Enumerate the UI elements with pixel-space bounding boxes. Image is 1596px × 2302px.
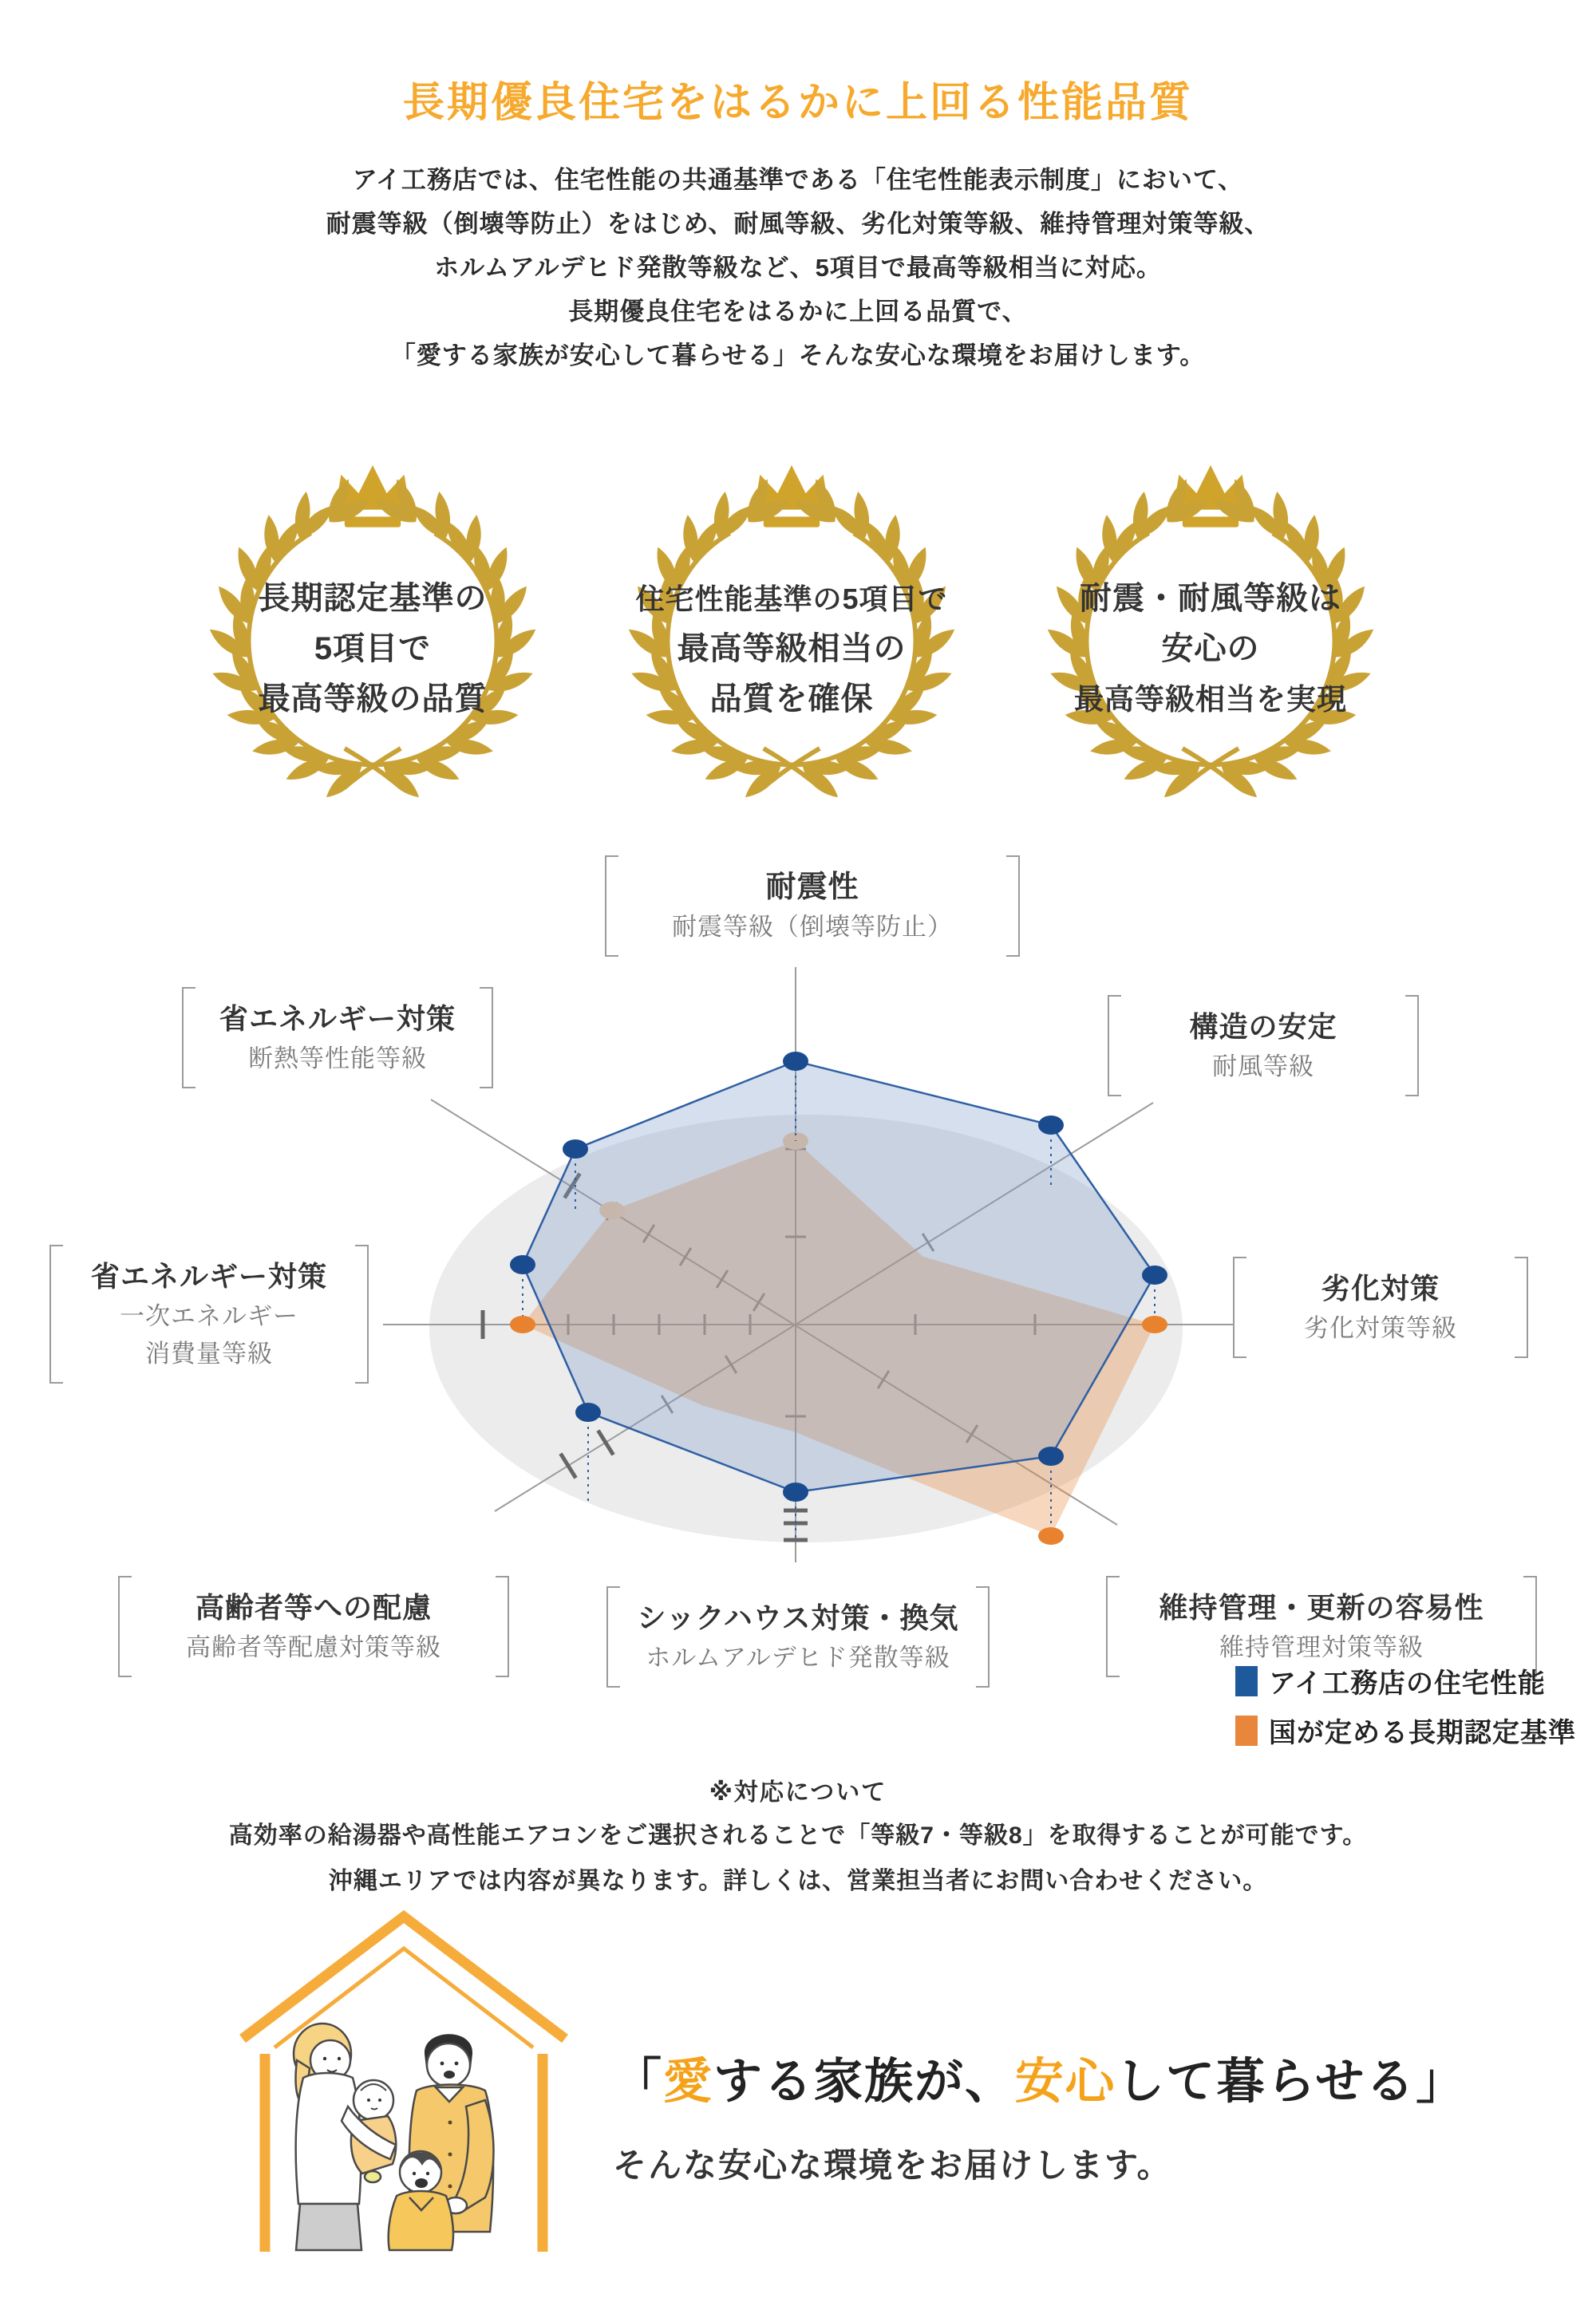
tagline-text: 「	[613, 2054, 664, 2108]
axis-label-kozo	[1108, 995, 1419, 1096]
radar-dot-company	[1038, 1115, 1064, 1135]
axis-label-ene1	[49, 1245, 369, 1384]
badge-text	[616, 574, 967, 725]
legend	[1235, 1661, 1576, 1760]
radar-dot-company	[510, 1255, 535, 1274]
legend-label: アイ工務店の住宅性能	[1269, 1668, 1546, 1699]
legend-item-company	[1235, 1661, 1576, 1700]
radar-dot-company	[1142, 1266, 1167, 1285]
radar-dot-company	[1038, 1447, 1064, 1466]
tagline-subline: そんな安心な環境をお届けします。	[613, 2146, 1172, 2184]
axis-label-subtitle: 高齢者等配慮対策等級	[186, 1633, 441, 1661]
axis-label-subtitle: 一次エネルギー	[120, 1302, 298, 1330]
badge-line: 最高等級相当の	[677, 631, 907, 666]
axis-label-korei	[118, 1576, 509, 1677]
axis-label-subtitle: 断熱等性能等級	[248, 1044, 427, 1072]
tagline-headline	[613, 2043, 1466, 2112]
intro-line: ホルムアルデヒド発散等級など、5項目で最高等級相当に対応。	[434, 254, 1162, 282]
badge-long-term-standard	[197, 465, 548, 840]
radar-dot-company	[783, 1052, 808, 1071]
axis-label-title: 耐震性	[765, 871, 859, 904]
axis-label-rekka	[1233, 1257, 1528, 1358]
intro-line: 耐震等級（倒壊等防止）をはじめ、耐風等級、劣化対策等級、維持管理対策等級、	[326, 210, 1270, 238]
tagline-text: する家族が、	[713, 2054, 1016, 2108]
badge-line: 5項目で	[314, 631, 432, 666]
radar-dot-company	[563, 1139, 588, 1159]
axis-label-title: シックハウス対策・換気	[637, 1601, 959, 1634]
legend-label: 国が定める長期認定基準	[1269, 1718, 1576, 1748]
axis-label-taishin	[605, 855, 1020, 957]
axis-label-subtitle: 維持管理対策等級	[1219, 1633, 1424, 1661]
axis-label-title: 構造の安定	[1189, 1010, 1337, 1043]
legend-swatch-orange-icon	[1235, 1716, 1258, 1746]
legend-item-national	[1235, 1711, 1576, 1750]
legend-swatch-navy-icon	[1235, 1666, 1258, 1696]
radar-dot-company	[783, 1483, 808, 1502]
badge-line: 住宅性能基準の5項目で	[635, 582, 948, 615]
badge-line: 最高等級の品質	[258, 681, 488, 717]
axis-label-title: 省エネルギー対策	[219, 1002, 456, 1035]
notes-heading: ※対応について	[709, 1779, 887, 1806]
badge-line: 安心の	[1161, 631, 1260, 666]
family-illustration	[294, 2024, 494, 2250]
radar-dot-national	[1038, 1527, 1064, 1545]
axis-label-subtitle: 消費量等級	[145, 1340, 273, 1368]
radar-dot-national	[510, 1316, 535, 1333]
footer-tagline	[613, 2043, 1466, 2187]
axis-label-subtitle: ホルムアルデヒド発散等級	[646, 1644, 950, 1672]
intro-line: 「愛する家族が安心して暮らせる」そんな安心な環境をお届けします。	[390, 342, 1206, 369]
tagline-accent: 安心	[1015, 2054, 1116, 2108]
notes-line: 高効率の給湯器や高性能エアコンをご選択されることで「等級7・等級8」を取得することが可能です。	[228, 1822, 1368, 1849]
house-icon	[233, 1909, 576, 2268]
notes-line: 沖縄エリアでは内容が異なります。詳しくは、営業担当者にお問い合わせください。	[328, 1868, 1268, 1894]
badge-line: 最高等級相当を実現	[1074, 683, 1347, 716]
badge-performance-standard	[616, 465, 967, 840]
axis-label-sick	[606, 1586, 990, 1688]
badge-text	[197, 574, 548, 725]
axis-label-ene2	[182, 987, 493, 1088]
radar-dot-national	[1142, 1316, 1167, 1333]
page-title: 長期優良住宅をはるかに上回る性能品質	[402, 80, 1193, 126]
badge-text	[1035, 574, 1386, 725]
radar-dot-company	[575, 1403, 601, 1422]
axis-label-subtitle: 劣化対策等級	[1304, 1314, 1457, 1342]
intro-line: アイ工務店では、住宅性能の共通基準である「住宅性能表示制度」において、	[352, 166, 1244, 194]
axis-label-title: 劣化対策	[1321, 1272, 1440, 1305]
intro-paragraph	[0, 158, 1596, 377]
tagline-text: して暮らせる」	[1116, 2054, 1467, 2108]
axis-label-title: 省エネルギー対策	[90, 1260, 327, 1293]
badge-seismic-wind	[1035, 465, 1386, 840]
badge-line: 耐震・耐風等級は	[1080, 581, 1341, 616]
badge-line: 長期認定基準の	[258, 581, 488, 616]
axis-label-title: 維持管理・更新の容易性	[1159, 1591, 1484, 1624]
intro-line: 長期優良住宅をはるかに上回る品質で、	[568, 298, 1028, 326]
notes	[0, 1773, 1596, 1904]
axis-label-subtitle: 耐風等級	[1212, 1052, 1314, 1080]
badge-line: 品質を確保	[709, 681, 874, 717]
axis-label-subtitle: 耐震等級（倒壊等防止）	[672, 913, 953, 941]
tagline-accent: 愛	[663, 2054, 714, 2108]
axis-label-title: 高齢者等への配慮	[195, 1591, 432, 1624]
